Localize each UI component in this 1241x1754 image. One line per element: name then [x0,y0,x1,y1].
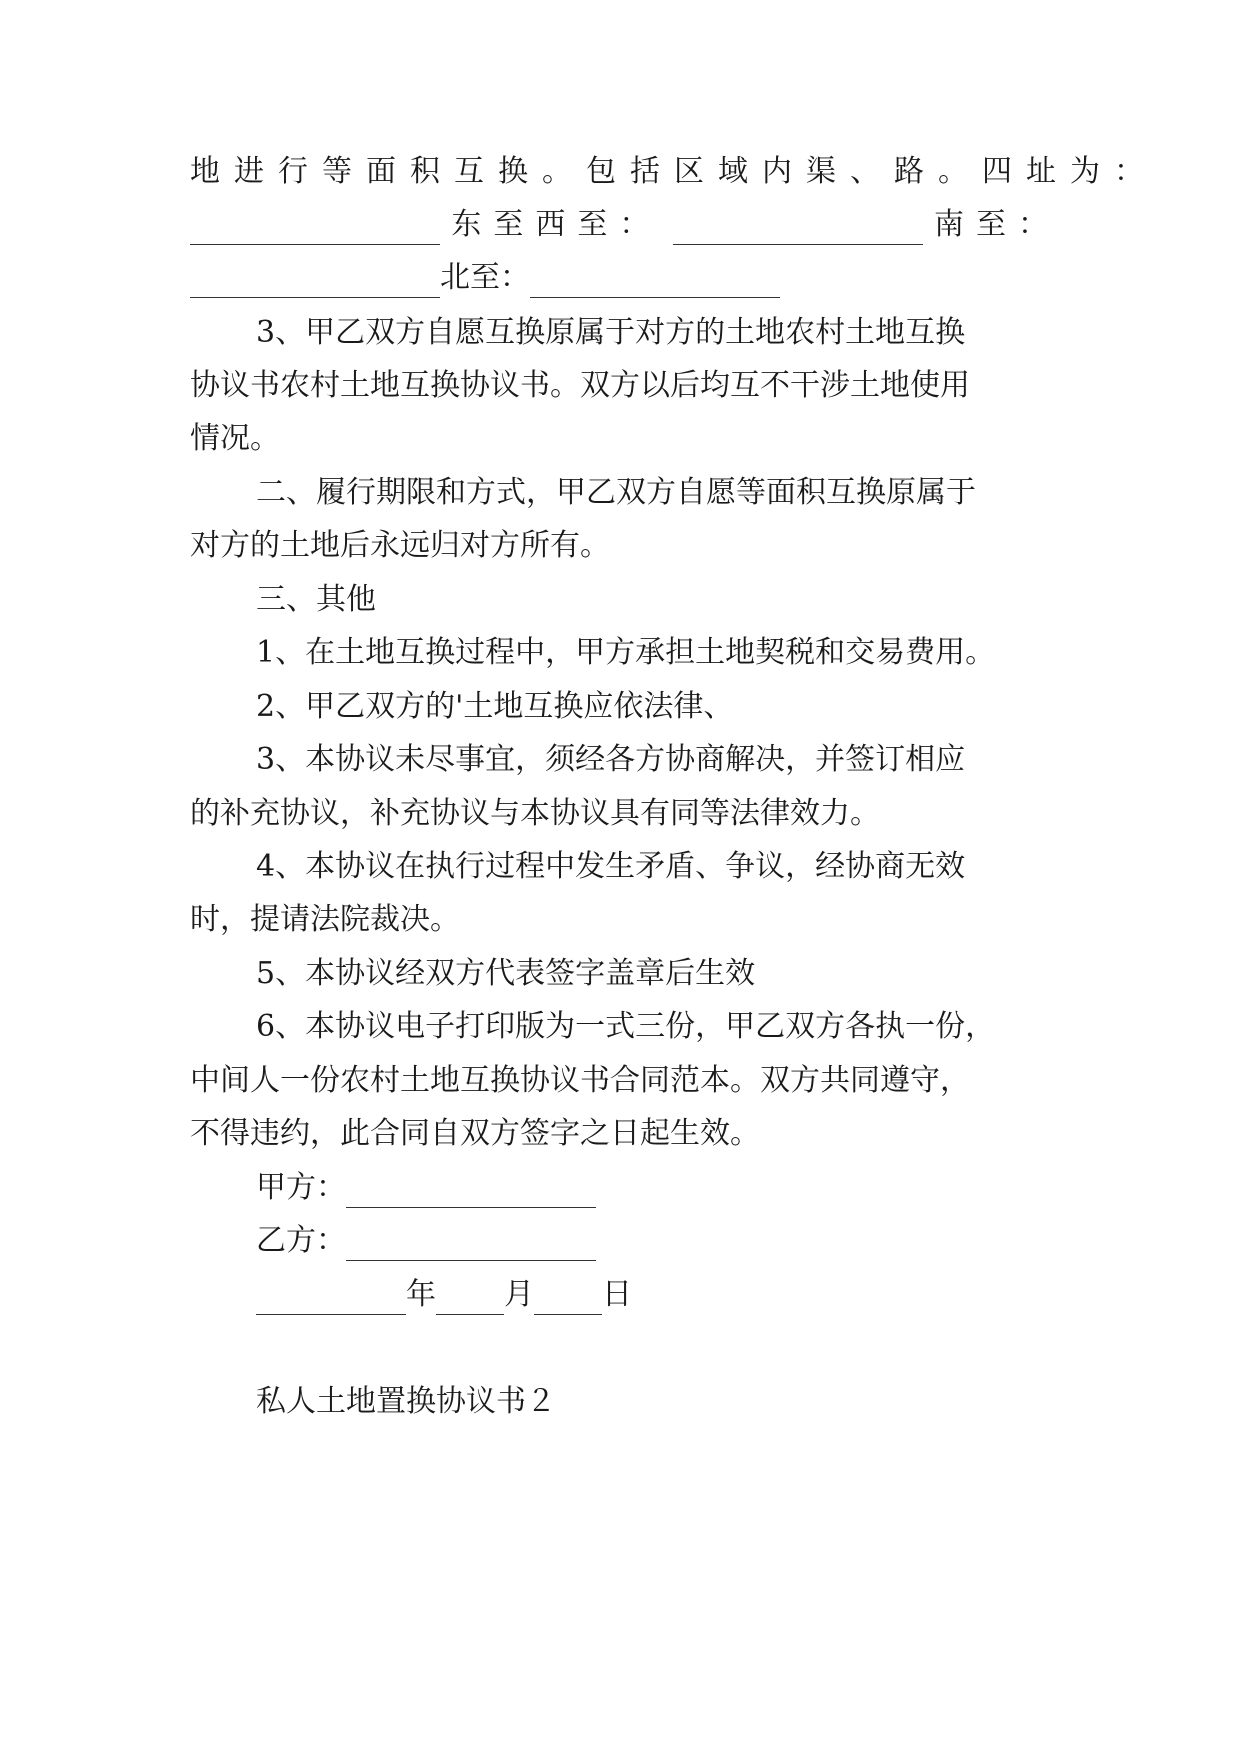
month-label: 月 [504,1277,534,1312]
paragraph-line: 对方的土地后永远归对方所有。 [190,528,610,563]
north-label: 北至： [440,260,530,295]
party-a-blank [346,1177,596,1208]
paragraph-line: 的补充协议，补充协议与本协议具有同等法律效力。 [190,796,880,831]
signature-party-a [256,1168,1060,1208]
section-heading-2: 二、履行期限和方式，甲乙双方自愿等面积互换原属于 [256,475,976,510]
signature-party-b [256,1221,1060,1261]
clause-3: 3、本协议未尽事宜，须经各方协商解决，并签订相应 [256,742,966,777]
clause-4: 4、本协议在执行过程中发生矛盾、争议，经协商无效 [256,849,966,884]
day-blank [534,1284,602,1315]
party-a-label: 甲方： [256,1170,346,1205]
paragraph-line: 情况。 [190,421,280,456]
east-blank [190,214,440,245]
clause-2: 2、甲乙双方的'土地互换应依法律、 [256,689,734,724]
text-line: 地进行等面积互换。包括区域内渠、路。四址为： [190,154,1158,189]
boundary-line-2 [190,258,1060,309]
paragraph-line: 协议书农村土地互换协议书。双方以后均互不干涉土地使用 [190,368,970,403]
party-b-label: 乙方： [256,1223,346,1258]
clause-1: 1、在土地互换过程中，甲方承担土地契税和交易费用。 [256,635,996,670]
north-blank [530,267,780,298]
clause-5: 5、本协议经双方代表签字盖章后生效 [256,956,756,991]
month-blank [436,1284,504,1315]
boundary-line-1 [190,205,1060,245]
paragraph-line: 不得违约，此合同自双方签字之日起生效。 [190,1116,760,1151]
paragraph-line: 时，提请法院裁决。 [190,902,460,937]
paragraph-line: 3、甲乙双方自愿互换原属于对方的土地农村土地互换 [256,315,966,350]
east-west-label: 东至西至： [451,207,662,242]
signature-date [256,1275,1060,1326]
south-label: 南至： [933,207,1060,242]
paragraph-line [190,152,1158,192]
west-blank [673,214,923,245]
section-heading-3: 三、其他 [256,582,376,617]
next-document-title: 私人土地置换协议书２ [256,1384,556,1419]
clause-6: 6、本协议电子打印版为一式三份，甲乙双方各执一份， [256,1009,996,1044]
year-blank [256,1284,406,1315]
party-b-blank [346,1230,596,1261]
south-blank [190,267,440,298]
year-label: 年 [406,1277,436,1312]
day-label: 日 [602,1277,632,1312]
paragraph-line: 中间人一份农村土地互换协议书合同范本。双方共同遵守， [190,1063,970,1098]
